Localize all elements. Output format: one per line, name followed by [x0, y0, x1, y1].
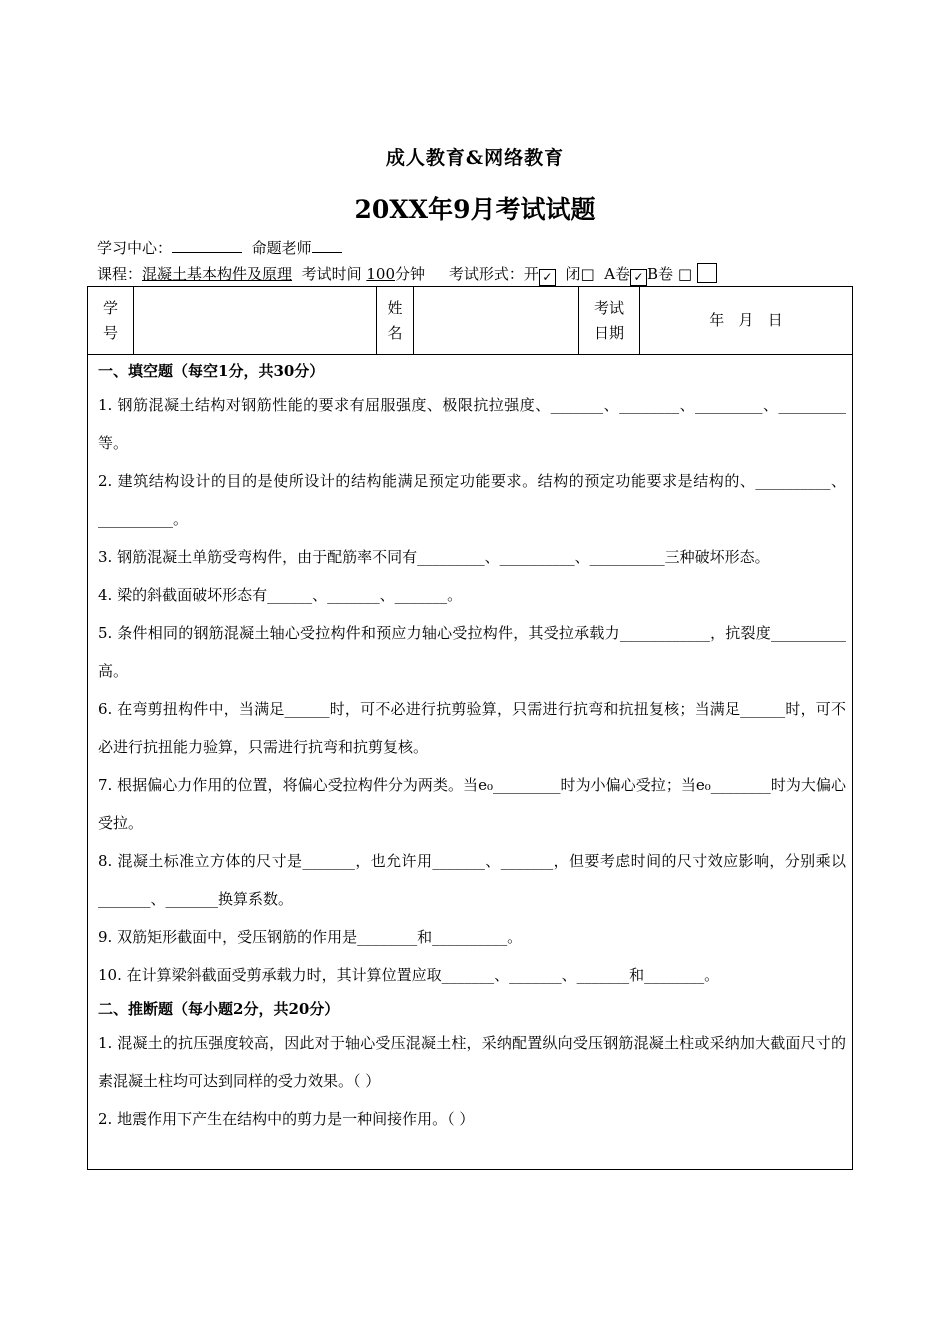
course-name: 混凝土基本构件及原理 [142, 265, 293, 283]
b-label[interactable]: B卷 □ [647, 265, 692, 283]
question-1-8: 8. 混凝土标准立方体的尺寸是_______，也允许用_______、_______，但要考虑时间的尺寸效应影响，分别乘以_______、_______换算系数。 [98, 852, 846, 908]
time-unit: 分钟 [395, 265, 426, 283]
student-id-label-cell [88, 287, 133, 354]
question-1-1: 1. 钢筋混凝土结构对钢筋性能的要求有屈服强度、极限抗拉强度、_______、________、_________、_________等。 [98, 396, 846, 452]
time-value: 100 [366, 265, 396, 283]
extra-box[interactable] [697, 263, 717, 283]
a-checkbox[interactable]: ✓ [630, 269, 647, 286]
section2-title: 二、推断题（每小题2分，共20分） [98, 1000, 340, 1018]
section1-title: 一、填空题（每空1分，共30分） [98, 362, 325, 380]
form-label: 考试形式： [448, 265, 524, 283]
exam-frame [87, 286, 853, 1170]
question-1-9: 9. 双筋矩形截面中，受压钢筋的作用是________和__________。 [98, 928, 523, 946]
teacher-blank[interactable] [312, 238, 342, 253]
date-label: 考试日期 [593, 298, 624, 342]
questions-body [98, 356, 846, 1138]
name-label: 姓名 [387, 298, 403, 342]
question-1-2: 2. 建筑结构设计的目的是使所设计的结构能满足预定功能要求。结构的预定功能要求是结构的、__________、__________。 [98, 472, 846, 528]
student-id-label: 学号 [102, 298, 118, 342]
open-label: 开 [523, 265, 539, 283]
question-1-3: 3. 钢筋混凝土单筋受弯构件，由于配筋率不同有_________、__________、__________三种破坏形态。 [98, 548, 770, 566]
info-line-2 [97, 263, 717, 286]
time-label: 考试时间 [301, 265, 362, 283]
course-label: 课程： [97, 265, 143, 283]
question-1-6: 6. 在弯剪扭构件中，当满足______时，可不必进行抗剪验算，只需进行抗弯和抗扭复核；当满足______时，可不必进行抗扭能力验算，只需进行抗弯和抗剪复核。 [98, 700, 846, 756]
a-label: A卷 [604, 265, 631, 283]
question-1-4: 4. 梁的斜截面破坏形态有______、_______、_______。 [98, 586, 463, 604]
question-1-10: 10. 在计算梁斜截面受剪承载力时，其计算位置应取_______、_______、_______和________。 [98, 966, 720, 984]
center-blank[interactable] [172, 238, 242, 253]
info-line-1 [97, 237, 342, 258]
open-checkbox[interactable]: ✓ [539, 269, 556, 286]
name-input[interactable] [414, 287, 578, 354]
question-2-1: 1. 混凝土的抗压强度较高，因此对于轴心受压混凝土柱，采纳配置纵向受压钢筋混凝土柱或采纳加大截面尺寸的素混凝土柱均可达到同样的受力效果。（ ） [98, 1034, 846, 1090]
student-id-input[interactable] [134, 287, 376, 354]
teacher-label: 命题老师 [251, 239, 312, 257]
date-value[interactable]: 年 月 日 [709, 311, 783, 329]
question-2-2: 2. 地震作用下产生在结构中的剪力是一种间接作用。（ ） [98, 1110, 475, 1128]
question-1-7: 7. 根据偏心力作用的位置，将偏心受拉构件分为两类。当e₀_________时为小偏心受拉；当e₀________时为大偏心受拉。 [98, 776, 846, 832]
date-label-cell [579, 287, 639, 354]
name-label-cell [377, 287, 413, 354]
exam-title: 20XX年9月考试试题 [354, 195, 596, 224]
center-label: 学习中心： [97, 239, 173, 257]
student-info-table [88, 287, 852, 355]
closed-label[interactable]: 闭□ [565, 265, 595, 283]
question-1-5: 5. 条件相同的钢筋混凝土轴心受拉构件和预应力轴心受拉构件，其受拉承载力____________，抗裂度__________高。 [98, 624, 846, 680]
org-title: 成人教育&网络教育 [385, 147, 565, 169]
